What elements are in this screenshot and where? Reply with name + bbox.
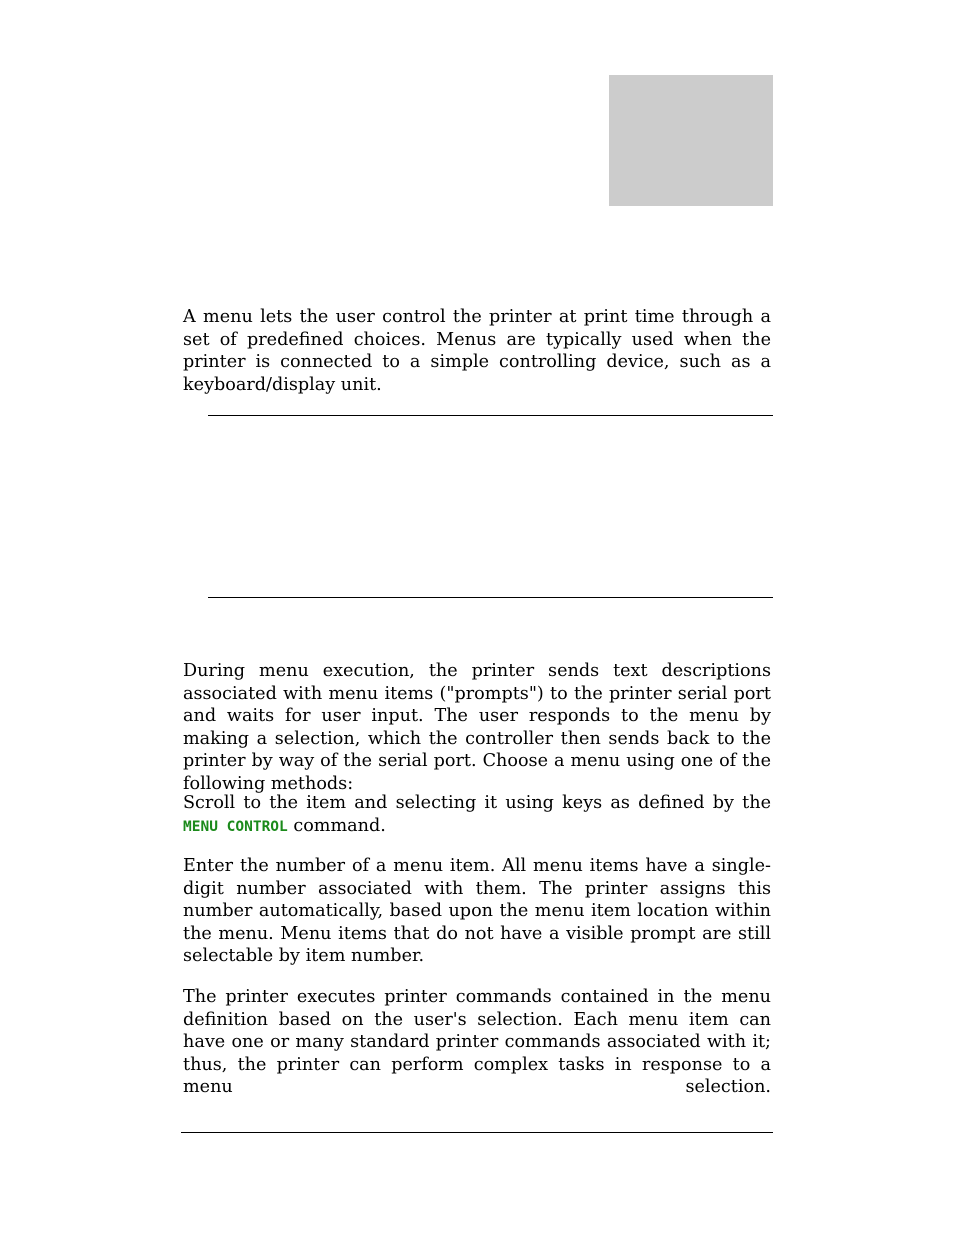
chapter-tab [609,75,773,206]
executes-paragraph: The printer executes printer commands contained in the menu definition based on the user's selection. Each menu item can have one or many standard printer commands associated with it; thus, the printer can perform complex tasks in response to a menu selection. [183,987,771,1098]
footer-rule [181,1132,773,1133]
execution-paragraph: During menu execution, the printer sends text descriptions associated with menu items ("prompts") to the printer serial port and waits for user input. The user responds to the menu by making a selection, which the controller then sends back to the printer by way of the serial port. Choose a menu using one of the following methods: [183,661,771,794]
method-scroll-text: Scroll to the item and selecting it using keys as defined by the [183,793,771,813]
method-scroll-text-end: command. [287,815,386,836]
menu-control-command: MENU CONTROL [183,818,288,835]
method-scroll-paragraph [183,792,771,838]
method-number-paragraph: Enter the number of a menu item. All menu items have a single-digit number associated with them. The printer assigns this number automatically, based upon the menu item location within the menu. Menu items that do not have a visible prompt are still selectable by item number. [183,856,771,967]
intro-paragraph: A menu lets the user control the printer at print time through a set of predefined choices. Menus are typically used when the printer is connected to a simple controlling device, such as a keyboard/display unit. [183,307,771,395]
note-top-rule [208,415,773,416]
note-bottom-rule [208,597,773,598]
